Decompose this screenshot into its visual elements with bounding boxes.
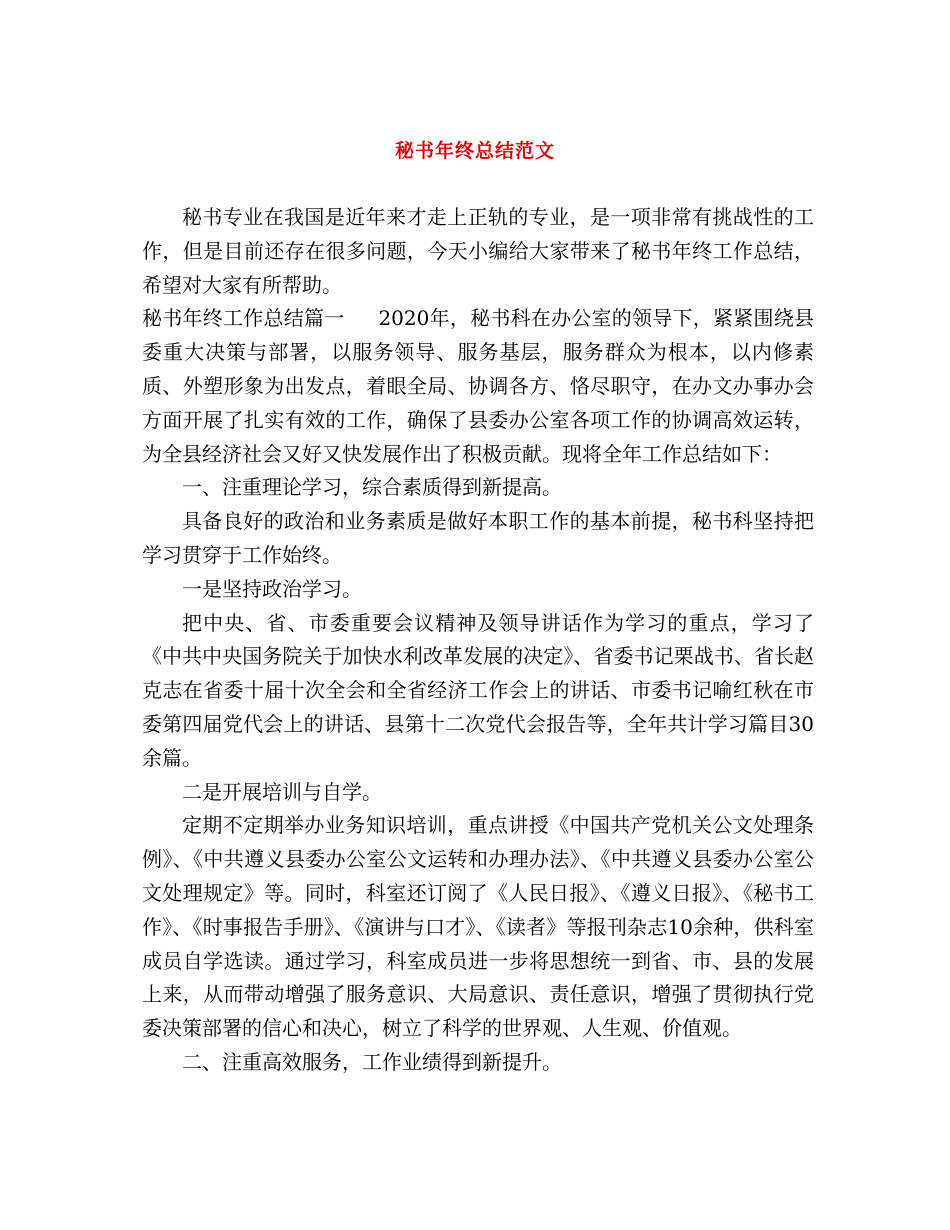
heading-two: 二、注重高效服务，工作业绩得到新提升。 bbox=[182, 1049, 562, 1074]
section-heading: 秘书年终工作总结篇一 bbox=[142, 306, 345, 331]
document-title: 秘书年终总结范文 bbox=[394, 140, 555, 162]
heading-one: 一、注重理论学习，综合素质得到新提高。 bbox=[182, 475, 562, 500]
subheading-training: 二是开展培训与自学。 bbox=[182, 779, 382, 804]
intro-paragraph: 秘书专业在我国是近年来才走上正轨的专业，是一项非常有挑战性的工作，但是目前还存在很多问题，今天小编给大家带来了秘书年终工作总结，希望对大家有所帮助。 bbox=[142, 205, 814, 297]
subheading-political-study: 一是坚持政治学习。 bbox=[182, 576, 362, 601]
section-paragraph bbox=[142, 302, 814, 471]
paragraph-study-content: 把中央、省、市委重要会议精神及领导讲话作为学习的重点，学习了《中共中央国务院关于加快水利改革发展的决定》、省委书记栗战书、省长赵克志在省委十届十次全会和全省经济工作会上的讲话、市委书记喻红秋在市委第四届党代会上的讲话、县第十二次党代会报告等，全年共计学习篇目30余篇。 bbox=[142, 610, 814, 770]
document-body bbox=[142, 201, 814, 1080]
paragraph-quality: 具备良好的政治和业务素质是做好本职工作的基本前提，秘书科坚持把学习贯穿于工作始终。 bbox=[142, 509, 814, 567]
section-intro: 2020年，秘书科在办公室的领导下，紧紧围绕县委重大决策与部署，以服务领导、服务基层，服务群众为根本，以内修素质、外塑形象为出发点，着眼全局、协调各方、恪尽职守，在办文办事办会方面开展了扎实有效的工作，确保了县委办公室各项工作的协调高效运转，为全县经济社会又好又快发展作出了积极贡献。现将全年工作总结如下： bbox=[142, 306, 814, 466]
paragraph-training-content: 定期不定期举办业务知识培训，重点讲授《中国共产党机关公文处理条例》、《中共遵义县委办公室公文运转和办理办法》、《中共遵义县委办公室公文处理规定》等。同时，科室还订阅了《人民日报》、《遵义日报》、《秘书工作》、《时事报告手册》、《演讲与口才》、《读者》等报刊杂志10余种，供科室成员自学选读。通过学习，科室成员进一步将思想统一到省、市、县的发展上来，从而带动增强了服务意识、大局意识、责任意识，增强了贯彻执行党委决策部署的信心和决心，树立了科学的世界观、人生观、价值观。 bbox=[142, 813, 814, 1041]
